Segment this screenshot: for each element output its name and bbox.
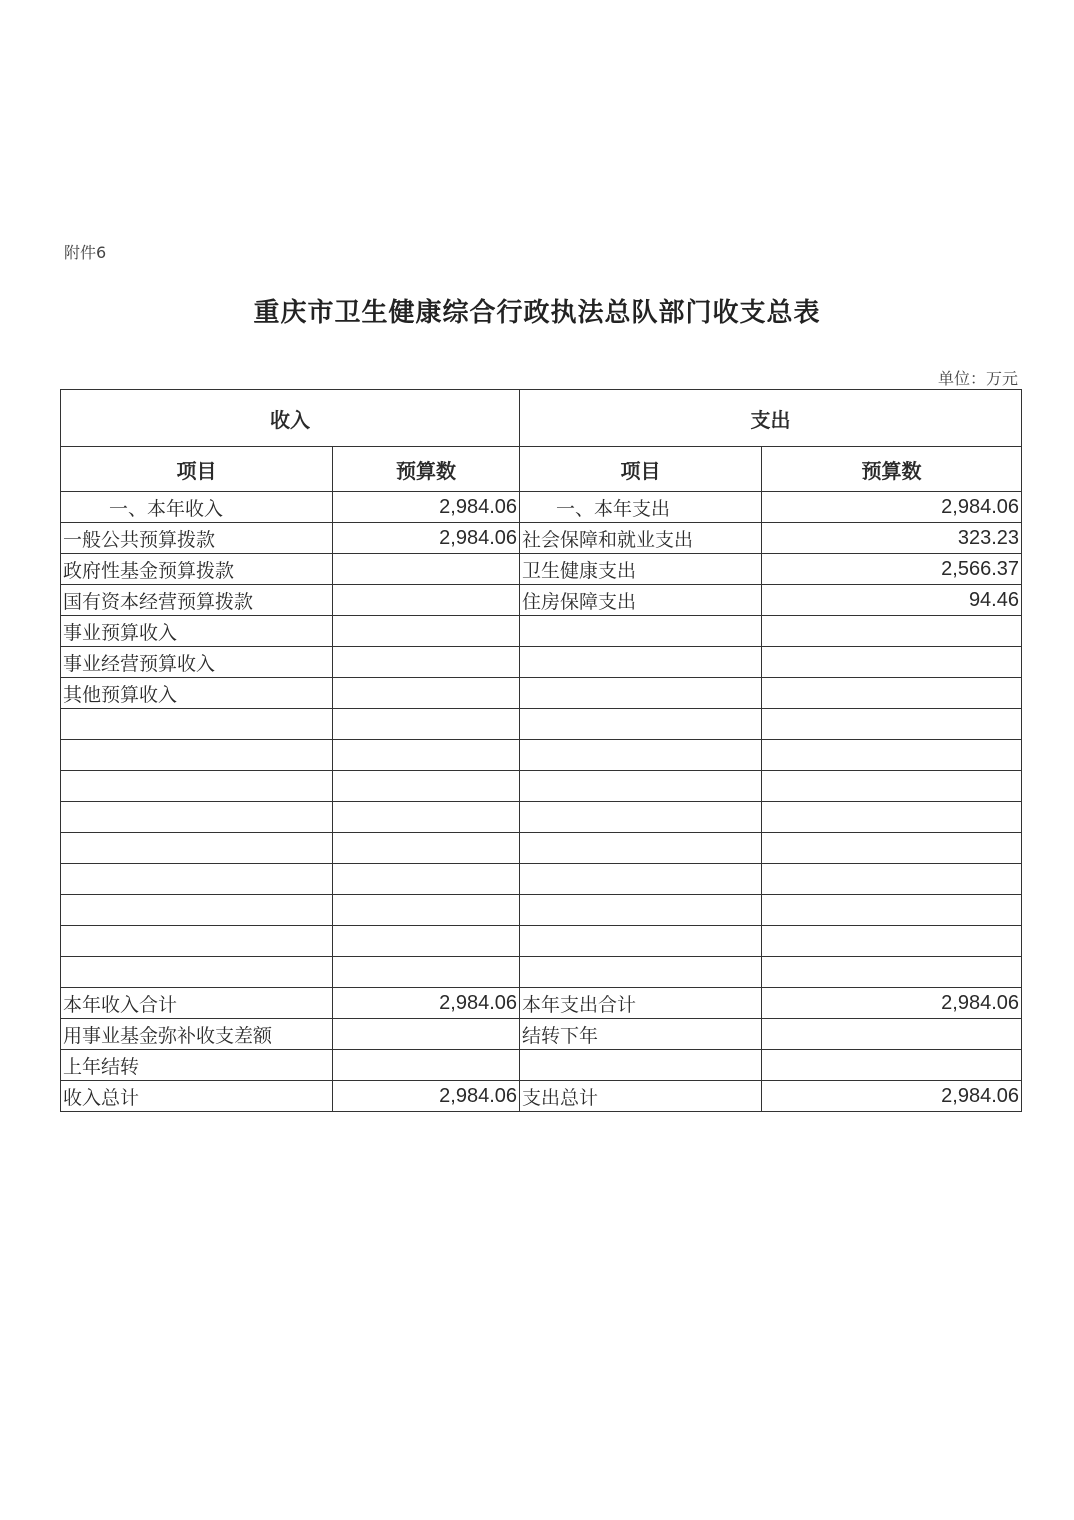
expense-value-cell [762, 647, 1022, 678]
expense-item-cell: 住房保障支出 [520, 585, 762, 616]
income-item-cell: 本年收入合计 [61, 988, 333, 1019]
table-body [61, 492, 1022, 1112]
page-title: 重庆市卫生健康综合行政执法总队部门收支总表 [253, 298, 821, 328]
income-value-cell [333, 678, 520, 709]
income-value-cell: 2,984.06 [333, 523, 520, 554]
table-row [61, 833, 1022, 864]
income-value-cell [333, 895, 520, 926]
income-item-cell [61, 740, 333, 771]
expense-item-cell: 一、本年支出 [520, 492, 762, 523]
expense-value-cell [762, 771, 1022, 802]
expense-item-cell [520, 926, 762, 957]
income-item-cell [61, 709, 333, 740]
income-item-cell [61, 802, 333, 833]
expense-item-cell [520, 833, 762, 864]
expense-item-cell [520, 709, 762, 740]
income-value-cell [333, 1050, 520, 1081]
income-value-cell [333, 1019, 520, 1050]
expense-value-cell [762, 1019, 1022, 1050]
income-item-cell: 其他预算收入 [61, 678, 333, 709]
income-item-cell: 政府性基金预算拨款 [61, 554, 333, 585]
income-value-cell [333, 554, 520, 585]
income-item-cell: 事业经营预算收入 [61, 647, 333, 678]
income-item-cell: 收入总计 [61, 1081, 333, 1112]
expense-item-cell: 结转下年 [520, 1019, 762, 1050]
income-value-cell: 2,984.06 [333, 988, 520, 1019]
expense-value-cell [762, 957, 1022, 988]
expense-item-cell: 支出总计 [520, 1081, 762, 1112]
income-item-cell [61, 771, 333, 802]
income-item-cell [61, 926, 333, 957]
income-item-cell: 事业预算收入 [61, 616, 333, 647]
income-item-cell [61, 957, 333, 988]
income-value-cell: 2,984.06 [333, 1081, 520, 1112]
income-value-cell [333, 616, 520, 647]
group-header-row [61, 390, 1022, 447]
table-row [61, 523, 1022, 554]
expense-value-cell [762, 740, 1022, 771]
expense-item-cell: 卫生健康支出 [520, 554, 762, 585]
expense-item-cell [520, 802, 762, 833]
income-value-cell: 2,984.06 [333, 492, 520, 523]
table-row [61, 709, 1022, 740]
expense-item-cell [520, 616, 762, 647]
table-row [61, 554, 1022, 585]
table-row [61, 1081, 1022, 1112]
income-item-cell [61, 895, 333, 926]
table-row [61, 988, 1022, 1019]
expense-item-cell: 本年支出合计 [520, 988, 762, 1019]
income-item-cell [61, 833, 333, 864]
income-value-cell [333, 709, 520, 740]
expense-budget-header: 预算数 [762, 447, 1022, 492]
expense-value-cell [762, 833, 1022, 864]
table-row [61, 492, 1022, 523]
table-row [61, 585, 1022, 616]
table-row [61, 616, 1022, 647]
table-row [61, 1019, 1022, 1050]
expense-value-cell [762, 1050, 1022, 1081]
expense-value-cell [762, 864, 1022, 895]
table-row [61, 957, 1022, 988]
expense-value-cell: 94.46 [762, 585, 1022, 616]
expense-value-cell: 2,566.37 [762, 554, 1022, 585]
expense-item-cell [520, 678, 762, 709]
income-header: 收入 [61, 390, 520, 447]
table-row [61, 864, 1022, 895]
expense-value-cell [762, 616, 1022, 647]
expense-item-cell [520, 647, 762, 678]
column-header-row [61, 447, 1022, 492]
income-item-header: 项目 [61, 447, 333, 492]
unit-label: 单位：万元 [937, 369, 1018, 388]
income-value-cell [333, 585, 520, 616]
income-item-cell: 国有资本经营预算拨款 [61, 585, 333, 616]
table-row [61, 926, 1022, 957]
table-row [61, 895, 1022, 926]
table-row [61, 647, 1022, 678]
expense-item-cell [520, 771, 762, 802]
expense-header: 支出 [520, 390, 1022, 447]
table-row [61, 1050, 1022, 1081]
income-value-cell [333, 771, 520, 802]
expense-item-cell [520, 740, 762, 771]
income-item-cell [61, 864, 333, 895]
expense-value-cell: 2,984.06 [762, 492, 1022, 523]
expense-value-cell: 2,984.06 [762, 988, 1022, 1019]
budget-table [60, 389, 1022, 1112]
income-budget-header: 预算数 [333, 447, 520, 492]
income-value-cell [333, 957, 520, 988]
income-item-cell: 上年结转 [61, 1050, 333, 1081]
income-value-cell [333, 864, 520, 895]
income-item-cell: 一、本年收入 [61, 492, 333, 523]
expense-item-header: 项目 [520, 447, 762, 492]
expense-item-cell [520, 864, 762, 895]
expense-value-cell [762, 678, 1022, 709]
expense-value-cell [762, 802, 1022, 833]
income-value-cell [333, 647, 520, 678]
expense-value-cell [762, 709, 1022, 740]
income-value-cell [333, 833, 520, 864]
income-item-cell: 用事业基金弥补收支差额 [61, 1019, 333, 1050]
income-value-cell [333, 926, 520, 957]
expense-value-cell: 2,984.06 [762, 1081, 1022, 1112]
income-value-cell [333, 740, 520, 771]
table-row [61, 771, 1022, 802]
expense-value-cell [762, 895, 1022, 926]
income-value-cell [333, 802, 520, 833]
attachment-label: 附件6 [64, 243, 107, 262]
expense-item-cell [520, 895, 762, 926]
table-row [61, 678, 1022, 709]
income-item-cell: 一般公共预算拨款 [61, 523, 333, 554]
expense-value-cell: 323.23 [762, 523, 1022, 554]
table-row [61, 740, 1022, 771]
expense-value-cell [762, 926, 1022, 957]
table-row [61, 802, 1022, 833]
expense-item-cell [520, 957, 762, 988]
expense-item-cell: 社会保障和就业支出 [520, 523, 762, 554]
expense-item-cell [520, 1050, 762, 1081]
